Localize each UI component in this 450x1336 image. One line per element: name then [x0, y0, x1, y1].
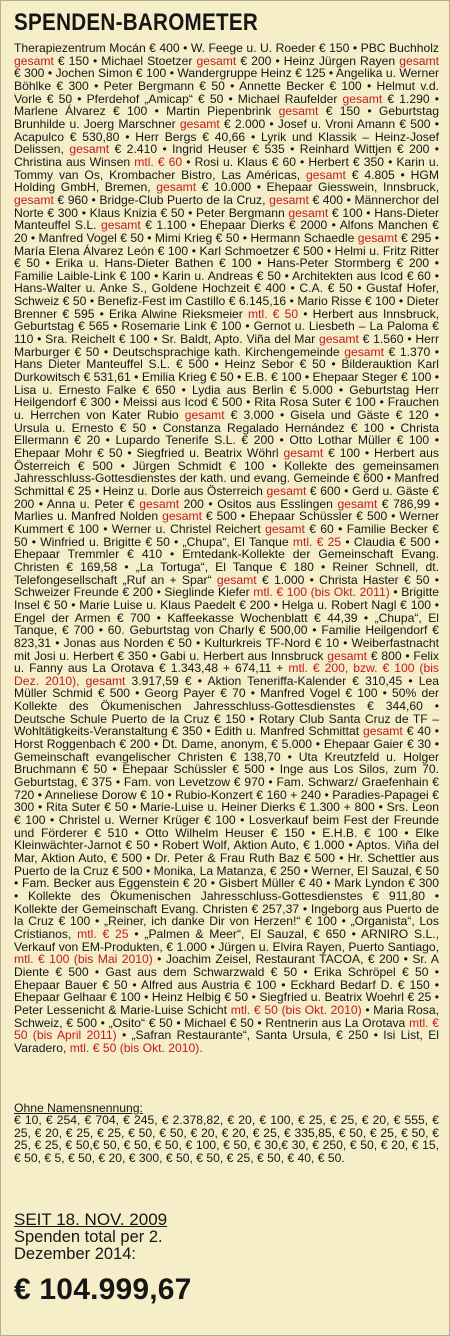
donation-text: € 600 • Gerd u. Gäste € 200 • Anna u. Peter € — [14, 483, 439, 511]
donation-text: € 40 • Horst Roggenbach € 200 • Dt. Dame, anonym, € 5.000 • Ehepaar Gaier € 30 • Gemeinschaft evangelischer Christen € 138,70 • Uta Kreutzfeld u. Holger Bruchmann € 50 • Ehepaar Schüssler € 500 • Inge aus Los Silos, zum 70. Geburtstag, € 375 • Fam. von Levetzow € 970 • Fam. Schwarz/ Graefenhain € 720 • Anneliese Dorow € 10 • Rubio-Konzert € 160 + 240 • Paradies-Papagei € 300 • Rita Suter € 50 • Marie-Luise u. Heiner Dierks € 1.300 + 800 • Srs. Leon € 100 • Christel u. Werner Krüger € 100 • Losverkauf beim Fest der Freunde und Förderer € 510 • Otto Wilhelm Heuser € 150 • E.H.B. € 100 • Elke Kleinwächter-Jarnot € 50 • Robert Wolf, Aktion Auto, € 1.000 • Aptos. Viña del Mar, Aktion Auto, € 500 • Dr. Peter & Frau Ruth Baz € 500 • Hr. Schettler aus Puerto de la Cruz € 500 • Monika, La Matanza, € 250 • Werner, El Sauzal, € 50 • Fam. Becker aus Eggenstein € 20 • Gisbert Müller € 40 • Mark Lyndon € 300 • Kollekte des Ökumenischen Jahresschluss-Gottesdienstes € 911,80 • Kollekte der Gemeinschaft Evang. Christen € 257,37 • Ingeborg aus Puerto de la Cruz € 100 • „Reiner, ich danke Dir von Herzen!“ € 100 • „Organista“, Los Cristianos, — [14, 724, 439, 941]
highlight-text: gesamt — [184, 408, 225, 423]
highlight-text: gesamt — [399, 53, 440, 68]
donation-text: € 1.100 • Ehepaar Dierks € 2000 • Alfons Manchen € 20 • Manfred Vogel € 50 • Mimi Krieg € 50 • Hermann Schaedle — [14, 218, 439, 245]
highlight-text: gesamt — [342, 91, 383, 106]
highlight-text: gesamt — [14, 53, 54, 68]
highlight-text: gesamt — [100, 218, 141, 233]
donation-text: € 2.000 • Josef u. Vroni Amann € 500 • Acapulco € 530,80 • Herr Bergs € 40,66 • Lyrik und Klassik – Heinz-Josef Delissen, — [14, 116, 439, 157]
donations-list — [14, 42, 439, 1055]
highlight-text: mtl. € 50 (bis Okt. 2010) — [230, 1002, 362, 1017]
donation-text: Therapiezentrum Mocán € 400 • W. Feege u. U. Roeder € 150 • PBC Buchholz — [14, 41, 439, 55]
donation-text: € 400 • Männerchor del Norte € 300 • Klaus Knizia € 50 • Peter Bergmann — [14, 192, 440, 220]
highlight-text: gesamt — [196, 53, 237, 68]
donation-text: € 10.000 • Ehepaar Giesswein, Innsbruck, — [196, 180, 439, 195]
donation-text: € 1.560 • Herr Marburger € 50 • Deutschsprachige kath. Kirchengemeinde — [14, 332, 439, 359]
donation-text: € 4.805 • HGM Holding GmbH, Bremen, — [14, 167, 439, 195]
donation-text: • Brigitte Insel € 50 • Marie Luise u. Klaus Paedelt € 200 • Helga u. Robert Nagl € 100 • Engel der Armen € 700 • Kaffeekasse Wochenblatt € 44,39 • „Chupa“, El Tanque, € 700 • 60. Geburtstag von Charly € 500,00 • Familie Heilgendorf € 823,31 • Jonas aus Norden € 50 • Kulturkreis TF-Nord € 10 • Weiberfastnacht mit Josi u. Herbert € 350 • Gabi u. Herbert aus Innsbruck — [14, 585, 439, 663]
donation-text: € 150 • Geburtstag Brunhilde u. Joerg Marschner — [14, 104, 439, 131]
highlight-text: gesamt — [162, 509, 202, 524]
donation-text: • „Palmen & Meer“, El Sauzal, € 650 • ARNIRO S.L., Verkauf von EM-Produkten, € 1.000 • Jürgen u. Elvira Rayen, Puerto Santiago, — [14, 926, 439, 954]
since-date: SEIT 18. NOV. 2009 — [14, 1210, 168, 1229]
highlight-text: gesamt — [327, 648, 368, 663]
page-title: SPENDEN-BAROMETER — [14, 9, 259, 36]
donation-text: € 800 • Felix u. Fanny aus La Orotava € 1.343,48 + 674,11 + — [14, 648, 439, 676]
highlight-text: mtl. € 100 (bis Okt. 2011) — [253, 585, 390, 600]
donation-text: € 60 • Familie Becker € 50 • Winfried u. Brigitte € 50 • „Chupa“, El Tanque — [14, 521, 439, 549]
donation-text: € 3.000 • Gisela und Gäste € 120 • Ursula u. Ernesto € 50 • Constanza Regalado Hernández € 100 • Christa Ellermann € 20 • Lupardo Tenerife S.L. € 200 • Otto Lothar Müller € 100 • Ehepaar Mohr € 50 • Siegfried u. Beatrix Wöhrl — [14, 408, 439, 460]
highlight-text: gesamt — [278, 104, 319, 119]
highlight-text: gesamt — [288, 205, 329, 220]
highlight-text: gesamt — [306, 167, 346, 182]
total-label: Spenden total per 2. Dezember 2014: — [14, 1228, 163, 1263]
highlight-text: mtl. € 50 (bis Okt. 2010). — [69, 1040, 203, 1055]
donation-text: € 2.410 • Ingrid Heuser € 535 • Reinhard Wittjen € 200 • Christina aus Winsen — [14, 142, 439, 169]
donation-text: 3.917,59 € • Aktion Teneriffa-Kalender € 310,45 • Lea Müller Schmid € 500 • Georg Payer € 70 • Manfred Vogel € 100 • 50% der Kollekte des Ökumenischen Jahresschluss-Gottesdienstes € 344,60 • Deutsche Schule Puerto de la Cruz € 150 • Rotary Club Santa Cruz de TF – Wohltätigkeits-Veranstaltung € 350 • Edith u. Manfred Schmittat — [14, 673, 439, 739]
donation-text: € 100 • Herbert aus Österreich € 500 • Jürgen Schmidt € 100 • Kollekte des gemeinsamen Jahresschluss-Gottesdienstes der kath. und evang. Gemeinde € 600 • Manfred Schmittal € 25 • Heinz u. Dorle aus Österreich — [14, 446, 439, 498]
highlight-text: gesamt — [269, 192, 309, 207]
donation-text: € 786,99 • Marlies u. Manfred Nolden — [14, 496, 439, 524]
highlight-text: mtl. € 25 — [292, 534, 342, 549]
donation-text: 200 • Ositos aus Esslingen — [179, 496, 338, 511]
highlight-text: gesamt — [179, 116, 220, 131]
donation-text: € 200 • Heinz Jürgen Rayen — [236, 53, 400, 68]
donation-text: € 960 • Bridge-Club Puerto de la Cruz, — [53, 192, 270, 207]
donation-text: € 1.290 • Marlene Álvarez € 100 • Martin Piepenbrink — [14, 91, 439, 119]
highlight-text: gesamt — [156, 180, 197, 195]
donation-text: • Joachim Zeisel, Restaurant TACOA, € 200 • Sr. A Diente € 500 • Gast aus dem Schwarzwald € 50 • Erika Schröpel € 50 • Ehepaar Bauer € 50 • Alfred aus Austria € 100 • Eckhard Bedarf D. € 150 • Ehepaar Gelhaar € 100 • Heinz Helbig € 50 • Siegfried u. Beatrix Woehrl € 25 • Peter Lessenicht & Marie-Luise Schicht — [14, 952, 440, 1017]
highlight-text: gesamt — [337, 496, 378, 511]
highlight-text: gesamt — [357, 230, 398, 245]
highlight-text: mtl. € 25 — [77, 926, 129, 941]
highlight-text: gesamt — [319, 332, 359, 347]
highlight-text: mtl. € 60 — [134, 154, 183, 169]
highlight-text: gesamt — [283, 446, 324, 460]
highlight-text: gesamt — [344, 344, 385, 359]
highlight-text: mtl. € 100 (bis Mai 2010) — [14, 952, 153, 967]
highlight-text: mtl. € 200, bzw. € 100 (bis Dez. 2010), gesamt — [14, 661, 439, 688]
donation-text: € 1.370 • Hans Dieter Manteuffel S.L. € 500 • Heinz Sebor € 50 • Bilderauktion Karl Durkowitsch € 531,61 • Emilia Krieg € 50 • E.B. € 100 • Ehepaar Steger € 100 • Lisa u. Ernesto Falke € 650 • Lydia aus Berlin € 5.000 • Geburtstag Herr Heilgendorf € 300 • Meissi aus Icod € 500 • Rita Rosa Suter € 100 • Frauchen u. Herrchen von Kater Rubio — [14, 344, 439, 423]
donation-text: € 100 • Hans-Dieter Manteuffel S.L. — [14, 205, 439, 233]
anonymous-donations: € 10, € 254, € 704, € 245, € 2.378,82, € 20, € 100, € 25, € 25, € 20, € 555, € 25, € 20, € 25, € 25, € 50, € 50, € 20, € 20, € 25, € 335,85, € 50, € 25, € 50, € 25, € 25, € 50,€ 50, € 50, € 50, € 100, € 50, € 30,€ 30, € 250, € 50, € 20, € 15, € 50, € 5, € 50, € 20, € 300, € 50, € 50, € 25, € 50, € 40, € 50. — [14, 1113, 439, 1165]
anonymous-heading: Ohne Namensnennung: — [14, 1101, 143, 1115]
highlight-text: gesamt — [266, 483, 307, 498]
donation-text: € 500 • Ehepaar Schüssler € 500 • Werner Kummert € 100 • Werner u. Christel Reichert — [14, 509, 439, 536]
donation-text: € 300 • Jochen Simon € 100 • Wandergruppe Heinz € 125 • Angelika u. Werner Böhlke € 300 • Peter Bergmann € 50 • Annette Becker € 100 • Helmut v.d. Vorle € 50 • Pferdehof „Amicap“ € 50 • Michael Raufelder — [14, 66, 439, 106]
total-amount: € 104.999,67 — [14, 1273, 192, 1306]
donation-text: • „Safran Restaurante“, Santa Ursula, € 250 • Isi List, El Varadero, — [14, 1028, 439, 1055]
highlight-text: gesamt — [265, 521, 305, 536]
highlight-text: gesamt — [14, 192, 54, 207]
donation-text: € 1.000 • Christa Haster € 50 • Schweizer Freunde € 200 • Sieglinde Kiefer — [14, 572, 439, 600]
highlight-text: gesamt — [362, 724, 403, 739]
highlight-text: mtl. € 50 — [247, 306, 299, 321]
donation-text: • Herbert aus Innsbruck, Geburtstag € 565 • Rosemarie Link € 100 • Gernot u. Liesbeth – La Paloma € 110 • Sra. Reichelt € 100 • Sr. Baldt, Apto. Viña del Mar — [14, 306, 440, 347]
donation-text: € 295 • María Elena Álvarez León € 100 • Karl Schmoetzer € 500 • Helmi u. Fritz Ritter € 50 • Erika u. Hans-Dieter Bathen € 100 • Hans-Peter Stormberg € 200 • Familie Laible-Link € 100 • Karin u. Andreas € 50 • Architekten aus Icod € 60 • Hans-Walter u. Anke S., Goldene Hochzeit € 400 • C.A. € 50 • Gustaf Hofer, Schweiz € 50 • Benefiz-Fest im Castillo € 6.145,16 • Mario Risse € 100 • Dieter Brenner € 595 • Erika Alwine Rieksmeier — [14, 230, 439, 321]
donation-text: • Claudia € 500 • Ehepaar Tremmler € 410 • Erntedank-Kollekte der Gemeinschaft Evang. Christen € 169,58 • „La Tortuga“, El Tanque € 180 • Reiner Schnell, dt. Telefongesellschaft „Ruf an + Spar“ — [14, 534, 439, 587]
highlight-text: gesamt — [139, 496, 180, 511]
highlight-text: mtl. € 50 (bis April 2011) — [14, 1015, 439, 1043]
donation-text: € 150 • Michael Stoetzer — [53, 53, 197, 68]
donation-text: • Maria Rosa, Schweiz, € 500 • „Osito“ € 50 • Michael € 50 • Rentnerin aus La Orotava — [14, 1002, 439, 1030]
highlight-text: gesamt — [216, 572, 257, 587]
donation-text: • Rosi u. Klaus € 60 • Herbert € 350 • Karin u. Tommy van Os, Krombacher Bistro, Las Américas, — [14, 154, 439, 182]
highlight-text: gesamt — [69, 142, 110, 157]
